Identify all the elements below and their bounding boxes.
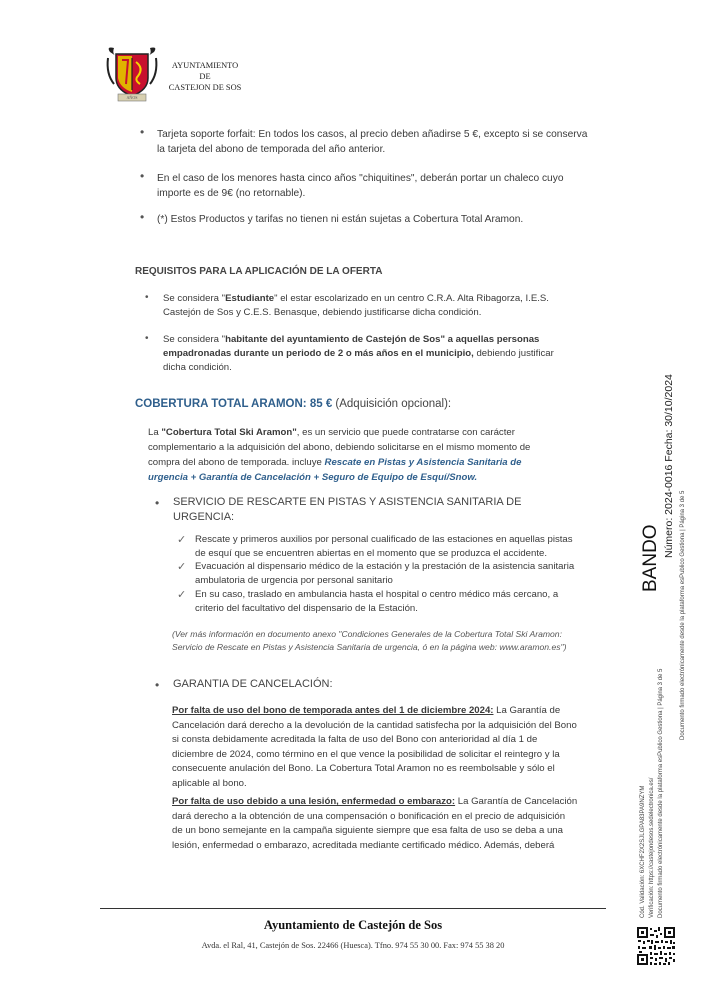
footer-org-name: Ayuntamiento de Castejón de Sos — [263, 918, 443, 932]
org-line3: CASTEJON DE SOS — [168, 83, 242, 92]
rescate-check-line: Rescate y primeros auxilios por personal cualificado de las estaciones en aquellas pistas — [195, 534, 573, 545]
gestiona-page-info: Documento firmado electrónicamente desde la plataforma esPublico Gestiona | Página 3 de 5 — [680, 490, 686, 740]
rescate-check-line: criterio del facultativo del dispensario de la Estación. — [195, 603, 418, 614]
checkmark-icon: ✓ — [177, 589, 187, 601]
garantia-paragraph-1: Por falta de uso del bono de temporada antes del 1 de diciembre 2024: La Garantía de Cancelación dará derecho a la devolución de la cantidad satisfecha por la adquisición del Bono si consta debidamente acreditada la falta de uso del Bono con anterioridad al día 1 de diciembre de 2024, como término en el que vence la posibilidad de solicitar el reintegro y la consecuente anulación del Bono. La Cobertura Total Aramon no es reembolsable y sólo el aplicable al bono. — [172, 705, 577, 789]
org-line2: DE — [199, 72, 211, 81]
validation-code: Cód. Validación: 6XCHF2X2SJLGPA83PA9NZYM — [640, 785, 646, 918]
checkmark-icon: ✓ — [177, 534, 187, 546]
requisito-estudiante: Se considera "Estudiante" el estar escolarizado en un centro C.R.A. Alta Ribagorza, I.E.S. — [163, 293, 549, 304]
footer-divider — [100, 908, 606, 909]
bando-label: BANDO — [640, 524, 661, 592]
requisito-habitante-line2: empadronadas durante un periodo de 2 o más años en el municipio, debiendo justificar — [163, 348, 554, 359]
garantia-title: GARANTIA DE CANCELACIÓN: — [173, 678, 333, 690]
requisito-estudiante-line2: Castejón de Sos y C.E.S. Benasque, debiendo justificarse dicha condición. — [163, 307, 482, 318]
bullet-icon: • — [140, 169, 145, 183]
crest-ribbon-text: AÑOS — [126, 95, 138, 100]
bullet-icon: • — [145, 333, 149, 344]
bullet-icon: • — [155, 678, 160, 692]
org-line1: AYUNTAMIENTO — [171, 61, 239, 70]
bullet-line: (*) Estos Productos y tarifas no tienen ni están sujetas a Cobertura Total Aramon. — [157, 214, 524, 225]
cobertura-paragraph: La "Cobertura Total Ski Aramon", es un servicio que puede contratarse con carácter complementario a la adquisición del abono, debiendo solicitarse en el mismo momento de compra del abono de temporada. incluye Rescate en Pistas y Asistencia Sanitaria de urgencia + Garantía de Cancelación + Seguro de Equipo de Esquí/Snow. — [148, 427, 531, 483]
bullet-icon: • — [155, 496, 160, 510]
bullet-line: En el caso de los menores hasta cinco años "chiquitines", deberán portar un chaleco cuyo — [157, 173, 564, 184]
rescate-note: (Ver más información en documento anexo "Condiciones Generales de la Cobertura Total Ski Aramon: Servicio de Rescate en Pistas y Asistencia Sanitaria de urgencia, ó en la página web: www.aramon.es") — [172, 629, 567, 652]
cobertura-title: COBERTURA TOTAL ARAMON: 85 € (Adquisición opcional): — [135, 398, 452, 410]
bullet-icon: • — [145, 292, 149, 303]
bullet-line: Tarjeta soporte forfait: En todos los casos, al precio deben añadirse 5 €, excepto si se conserva — [157, 129, 588, 140]
requisito-habitante-line3: dicha condición. — [163, 362, 232, 373]
signed-document-note: Documento firmado electrónicamente desde la plataforma esPublico Gestiona | Página 3 de 5 — [658, 668, 664, 918]
bullet-icon: • — [140, 125, 145, 139]
requisito-habitante: Se considera "habitante del ayuntamiento de Castejón de Sos" a aquellas personas — [163, 334, 540, 345]
qr-code — [636, 926, 676, 966]
footer-address: Avda. el Ral, 41, Castejón de Sos. 22466 (Huesca). Tfno. 974 55 30 00. Fax: 974 55 38 20 — [201, 941, 505, 950]
bullet-icon: • — [140, 210, 145, 224]
rescate-check-line: Evacuación al dispensario médico de la estación y la prestación de la asistencia sanitaria — [195, 561, 575, 572]
garantia-paragraph-2: Por falta de uso debido a una lesión, enfermedad o embarazo: La Garantía de Cancelación dará derecho a la obtención de una compensación o bonificación en el precio de adquisición de un bono semejante en la campaña siguiente siempre que esa falta de uso se deba a una lesión, enfermedad o embarazo, acreditada mediante certificado médico. Además, deberá — [172, 796, 578, 851]
requisitos-title: REQUISITOS PARA LA APLICACIÓN DE LA OFERTA — [135, 266, 383, 277]
verification-url: Verificación: https://castejondesos.sedelectronica.es/ — [649, 777, 655, 918]
bullet-line: importe es de 9€ (no retornable). — [157, 188, 306, 199]
rescate-check-line: En su caso, traslado en ambulancia hasta el hospital o centro médico más cercano, a — [195, 589, 559, 600]
checkmark-icon: ✓ — [177, 561, 187, 573]
org-name — [160, 60, 250, 93]
numero-fecha: Número: 2024-0016 Fecha: 30/10/2024 — [663, 374, 675, 558]
rescate-check-line: ambulatoria de urgencia por personal sanitario — [195, 575, 393, 586]
rescate-title: SERVICIO DE RESCARTE EN PISTAS Y ASISTENCIA SANITARIA DE URGENCIA: — [173, 496, 522, 523]
bullet-line: la tarjeta del abono de temporada del año anterior. — [157, 144, 386, 155]
rescate-check-line: de esquí que se encuentren abiertas en el momento que se produzca el accidente. — [195, 548, 548, 559]
coat-of-arms-logo — [104, 44, 160, 104]
